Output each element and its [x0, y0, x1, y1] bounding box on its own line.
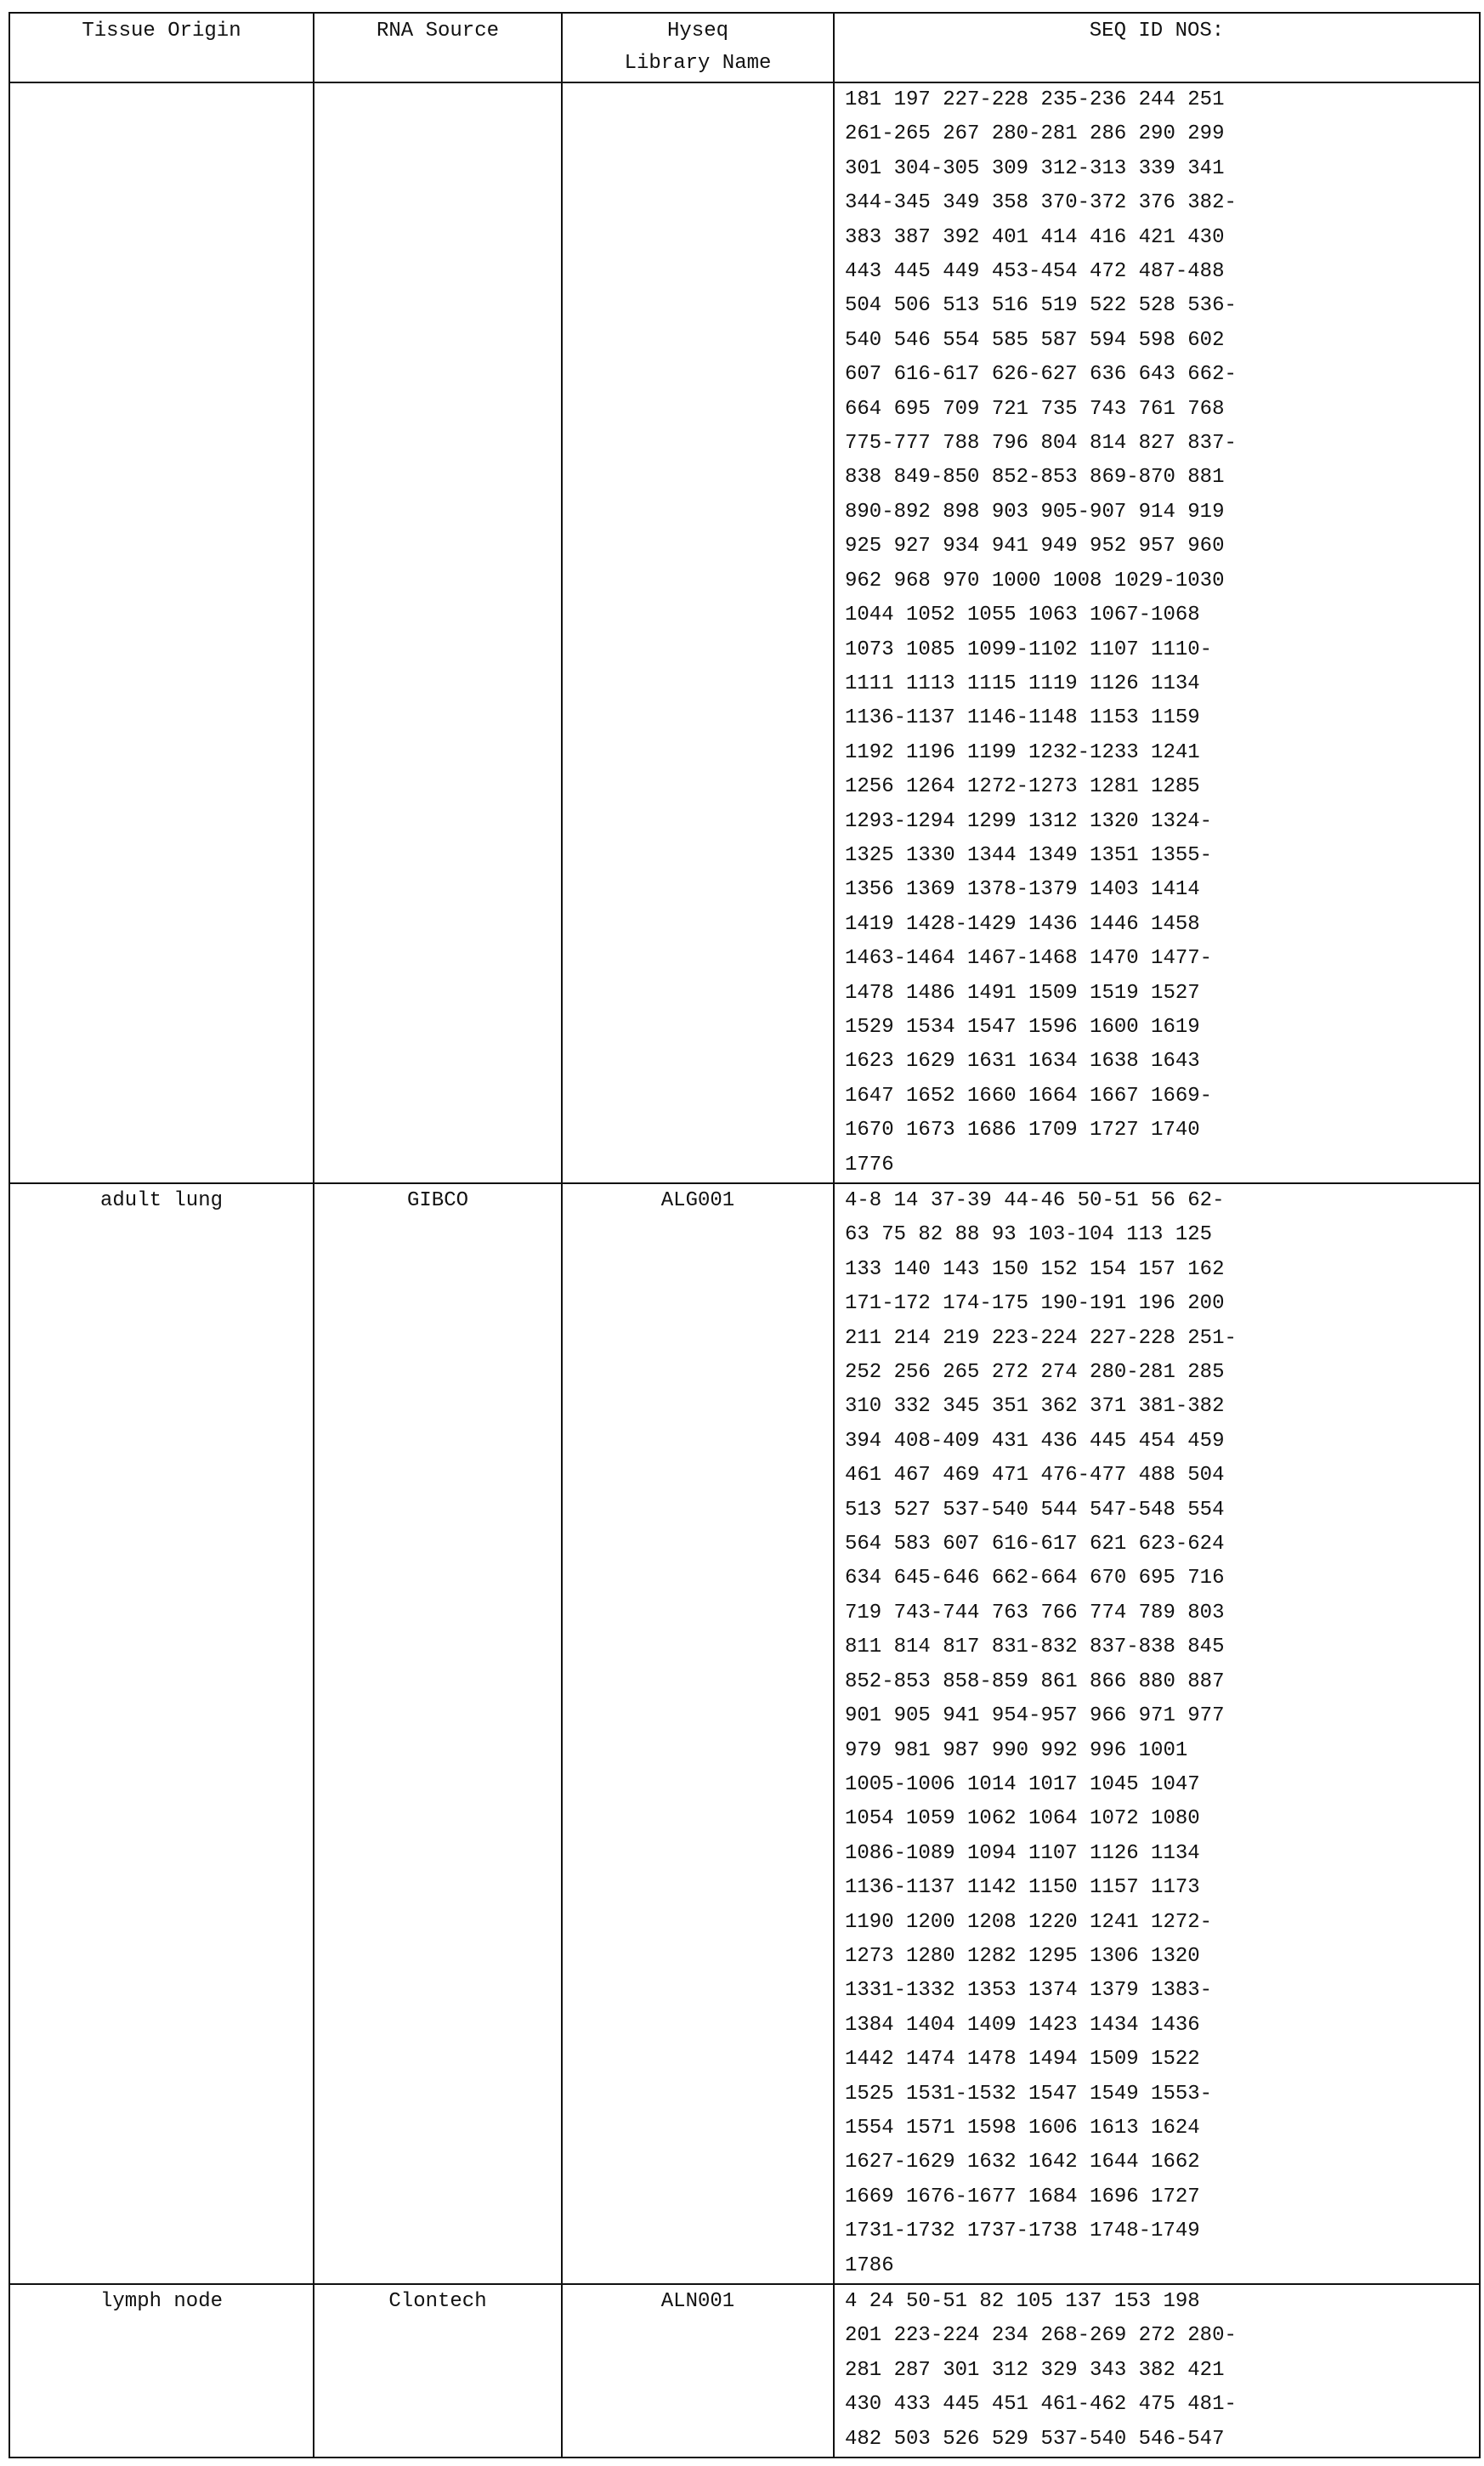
- seq-ids-cell: 181 197 227-228 235-236 244 251 261-265 267 280-281 286 290 299 301 304-305 309 312-313 339 341 344-345 349 358 370-372 376 382- 383 387 392 401 414 416 421 430 443 445 449 453-454 472 487-488 504 506 513 516 519 522 528 536- 540 546 554 585 587 594 598 602 607 616-617 626-627 636 643 662- 664 695 709 721 735 743 761 768 775-777 788 796 804 814 827 837- 838 849-850 852-853 869-870 881 890-892 898 903 905-907 914 919 925 927 934 941 949 952 957 960 962 968 970 1000 1008 1029-1030 1044 1052 1055 1063 1067-1068 1073 1085 1099-1102 1107 1110- 1111 1113 1115 1119 1126 1134 1136-1137 1146-1148 1153 1159 1192 1196 1199 1232-1233 1241 1256 1264 1272-1273 1281 1285 1293-1294 1299 1312 1320 1324- 1325 1330 1344 1349 1351 1355- 1356 1369 1378-1379 1403 1414 1419 1428-1429 1436 1446 1458 1463-1464 1467-1468 1470 1477- 1478 1486 1491 1509 1519 1527 1529 1534 1547 1596 1600 1619 1623 1629 1631 1634 1638 1643 1647 1652 1660 1664 1667 1669- 1670 1673 1686 1709 1727 1740 1776: [834, 82, 1480, 1183]
- tissue-origin-cell: adult lung: [9, 1183, 314, 2284]
- rna-source-cell: [314, 82, 562, 1183]
- header-tissue-origin: Tissue Origin: [9, 13, 314, 82]
- table-row: [9, 1183, 1480, 2284]
- library-name-cell: ALN001: [562, 2284, 834, 2457]
- seq-id-table: [8, 12, 1481, 2458]
- header-rna-source: RNA Source: [314, 13, 562, 82]
- tissue-origin-cell: lymph node: [9, 2284, 314, 2457]
- header-seq-id-nos: SEQ ID NOS:: [834, 13, 1480, 82]
- header-library-name: Hyseq Library Name: [562, 13, 834, 82]
- table-row: [9, 82, 1480, 1183]
- header-row: [9, 13, 1480, 82]
- library-name-cell: ALG001: [562, 1183, 834, 2284]
- rna-source-cell: GIBCO: [314, 1183, 562, 2284]
- seq-ids-cell: 4-8 14 37-39 44-46 50-51 56 62- 63 75 82 88 93 103-104 113 125 133 140 143 150 152 154 157 162 171-172 174-175 190-191 196 200 211 214 219 223-224 227-228 251- 252 256 265 272 274 280-281 285 310 332 345 351 362 371 381-382 394 408-409 431 436 445 454 459 461 467 469 471 476-477 488 504 513 527 537-540 544 547-548 554 564 583 607 616-617 621 623-624 634 645-646 662-664 670 695 716 719 743-744 763 766 774 789 803 811 814 817 831-832 837-838 845 852-853 858-859 861 866 880 887 901 905 941 954-957 966 971 977 979 981 987 990 992 996 1001 1005-1006 1014 1017 1045 1047 1054 1059 1062 1064 1072 1080 1086-1089 1094 1107 1126 1134 1136-1137 1142 1150 1157 1173 1190 1200 1208 1220 1241 1272- 1273 1280 1282 1295 1306 1320 1331-1332 1353 1374 1379 1383- 1384 1404 1409 1423 1434 1436 1442 1474 1478 1494 1509 1522 1525 1531-1532 1547 1549 1553- 1554 1571 1598 1606 1613 1624 1627-1629 1632 1642 1644 1662 1669 1676-1677 1684 1696 1727 1731-1732 1737-1738 1748-1749 1786: [834, 1183, 1480, 2284]
- table-row: [9, 2284, 1480, 2457]
- seq-ids-cell: 4 24 50-51 82 105 137 153 198 201 223-224 234 268-269 272 280- 281 287 301 312 329 343 382 421 430 433 445 451 461-462 475 481- 482 503 526 529 537-540 546-547: [834, 2284, 1480, 2457]
- library-name-cell: [562, 82, 834, 1183]
- rna-source-cell: Clontech: [314, 2284, 562, 2457]
- tissue-origin-cell: [9, 82, 314, 1183]
